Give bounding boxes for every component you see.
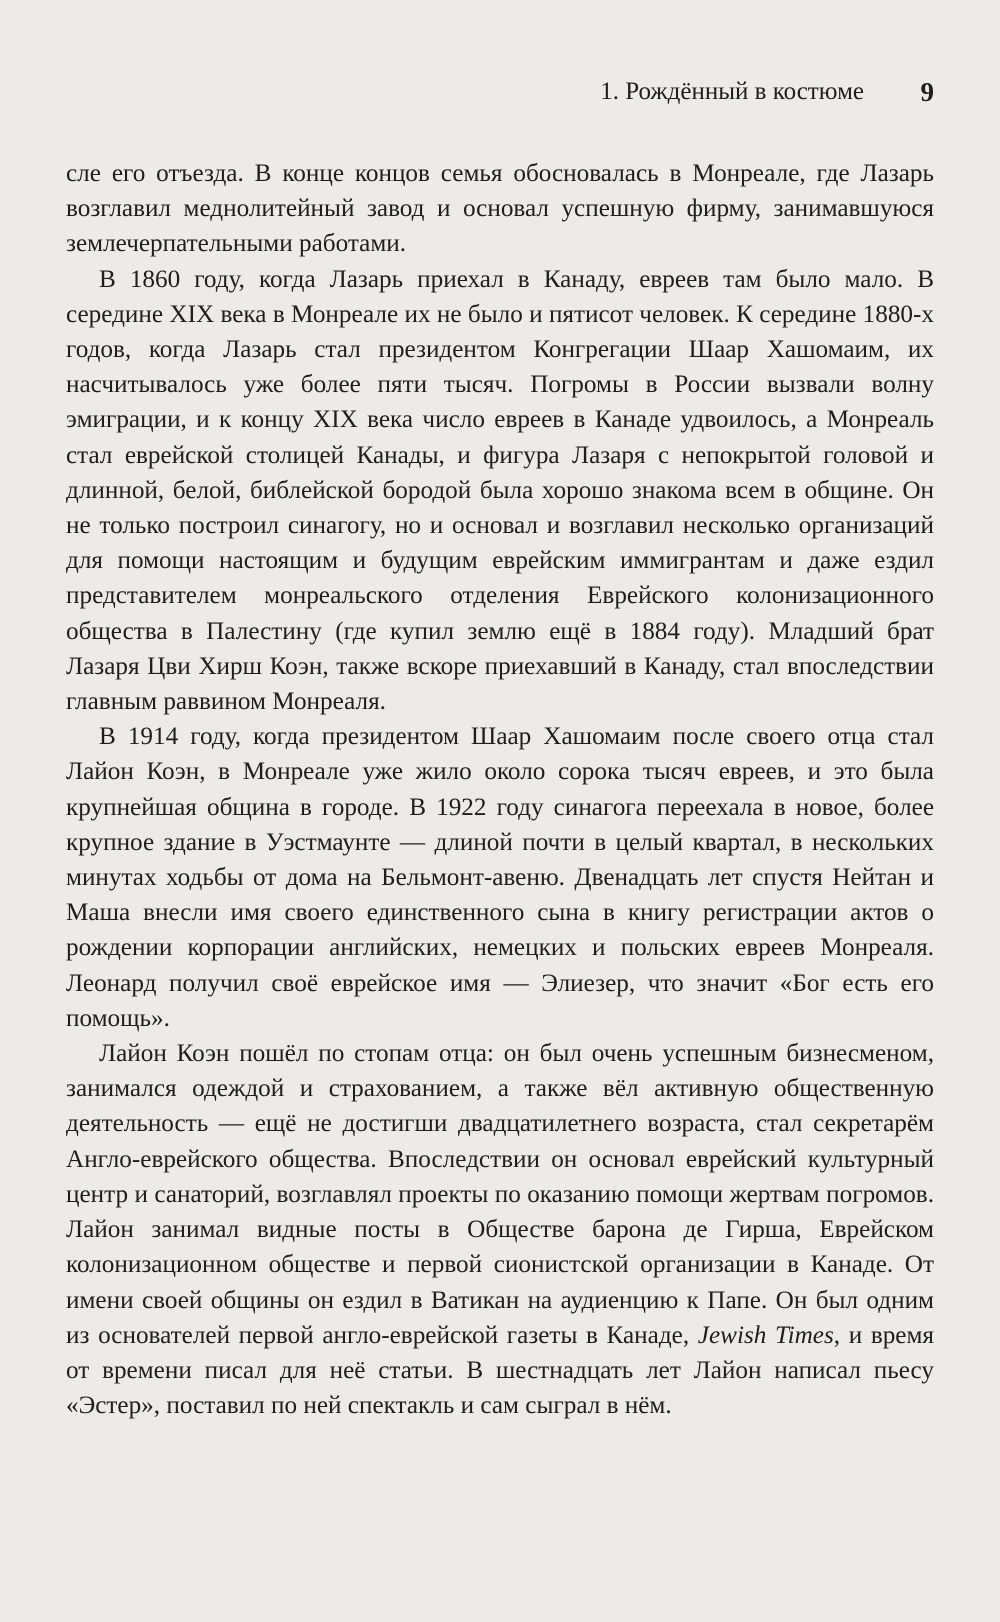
chapter-title: 1. Рождённый в костюме xyxy=(600,78,864,105)
paragraph-2: В 1860 году, когда Лазарь приехал в Канаду, евреев там было мало. В середине XIX века в Монреале их не было и пятисот человек. К середине 1880-х годов, когда Лазарь стал президентом Конгрегации Шаар Хашомаим, их насчитывалось уже более пяти тысяч. Погромы в России вызвали волну эмиграции, и к концу XIX века число евреев в Канаде удвоилось, а Монреаль стал еврейской столицей Канады, и фигура Лазаря с непокрытой головой и длинной, белой, библейской бородой была хорошо знакома всем в общине. Он не только построил синагогу, но и основал и возглавил несколько организаций для помощи настоящим и будущим еврейским иммигрантам и даже ездил представителем монреальского отделения Еврейского колонизационного общества в Палестину (где купил землю ещё в 1884 году). Младший брат Лазаря Цви Хирш Коэн, также вскоре приехавший в Канаду, стал впоследствии главным раввином Монреаля. xyxy=(66,265,934,716)
paragraph-4-text: Лайон Коэн пошёл по стопам отца: он был очень успешным бизнесменом, занимался одеждой и страхованием, а также вёл активную общественную деятельность — ещё не достигши двадцатилетнего возраста, стал секретарём Англо-еврейского общества. Впоследствии он основал еврейский культурный центр и санаторий, возглавлял проекты по оказанию помощи жертвам погромов. Лайон занимал видные посты в Обществе барона де Гирша, Еврейском колонизационном обществе и первой сионистской организации в Канаде. От имени своей общины он ездил в Ватикан на аудиенцию к Папе. Он был одним из основателей первой англо-еврейской газеты в Канаде, xyxy=(66,1040,934,1349)
paragraph-1: сле его отъезда. В конце концов семья обосновалась в Монреале, где Лазарь возглавил меднолитейный завод и основал успешную фирму, занимавшуюся землечерпательными работами. xyxy=(66,160,934,258)
body-text xyxy=(66,156,934,1423)
paragraph-3: В 1914 году, когда президентом Шаар Хашомаим после своего отца стал Лайон Коэн, в Монреале уже жило около сорока тысяч евреев, и это была крупнейшая община в городе. В 1922 году синагога переехала в новое, более крупное здание в Уэстмаунте — длиной почти в целый квартал, в нескольких минутах ходьбы от дома на Бельмонт-авеню. Двенадцать лет спустя Нейтан и Маша внесли имя своего единственного сына в книгу регистрации актов о рождении корпорации английских, немецких и польских евреев Монреаля. Леонард получил своё еврейское имя — Элиезер, что значит «Бог есть его помощь». xyxy=(66,723,934,1032)
running-header xyxy=(66,72,934,112)
newspaper-title: Jewish Times xyxy=(697,1321,834,1349)
page-number: 9 xyxy=(920,77,934,107)
paragraph-4 xyxy=(66,1036,934,1423)
paragraph-4-tail: , и время от времени писал для неё статьи. В шестнадцать лет Лайон написал пьесу «Эстер», поставил по ней спектакль и сам сыграл в нём. xyxy=(66,1321,935,1420)
